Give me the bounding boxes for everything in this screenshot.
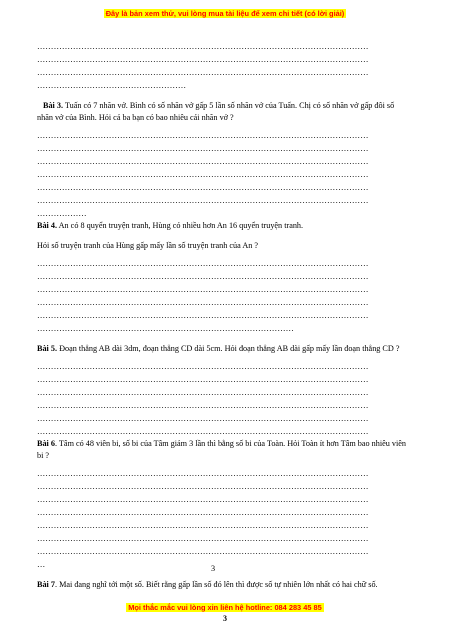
answer-line: ………………………………………………………………………………… [37,324,294,333]
exercise-4-question: Hỏi số truyện tranh của Hùng gấp mấy lần số truyện tranh của An ? [37,241,259,250]
answer-line: ………………………………………………………………………………………………………… [37,401,369,410]
answer-line: ………………………………………………………………………………………………………… [37,469,369,478]
exercise-3-label: Bài 3. [43,101,64,110]
answer-line: ………………………………………………………………………………………………………… [37,259,369,268]
answer-line: ………………………………………………………………………………………………………… [37,68,369,77]
preview-banner [0,3,450,21]
answer-line: ………………………………………………………………………………………………………… [37,427,369,436]
exercise-5-label: Bài 5. [37,344,58,353]
answer-line: ………………………………………………………………………………………………………… [37,482,369,491]
answer-line: ………………………………………………………………………………………………………… [37,196,369,205]
preview-banner-text: Đây là bản xem thử, vui lòng mua tài liệu để xem chi tiết (có lời giải) [105,9,345,18]
exercise-4 [37,220,410,232]
answer-line: ………………………………………………………………………………………………………… [37,298,369,307]
answer-line: ………………………………………………………………………………………………………… [37,534,369,543]
answer-line: ………………………………………………………………………………………………………… [37,42,369,51]
answer-line: ………………………………………………………………………………………………………… [37,272,369,281]
exercise-6-text: . Tâm có 48 viên bi, số bi của Tâm giảm 3 lần thì bằng số bi của Toàn. Hỏi Toàn ít hơn Tâm bao nhiêu viên bi ? [37,439,406,460]
exercise-6-label: Bài 6 [37,439,55,448]
exercise-5-text: Đoạn thẳng AB dài 3dm, đoạn thẳng CD dài 5cm. Hỏi đoạn thẳng AB dài gấp mấy lần đoạn thẳng CD ? [57,344,400,353]
answer-line: ………………………………………………………………………………………………………… [37,362,369,371]
answer-line: ………………………………………………………………………………………………………… [37,521,369,530]
answer-line: ………………………………………………………………………………………………………… [37,55,369,64]
page-number: 3 [223,614,227,623]
worksheet-body [37,40,410,591]
answer-line: ……………… [37,209,87,218]
answer-line: … [37,560,46,569]
answer-line: ………………………………………………………………………………………………………… [37,508,369,517]
exercise-3-text: Tuấn có 7 nhãn vở. Bình có số nhãn vở gấp 5 lần số nhãn vở của Tuấn. Chị có số nhãn vở gấp đôi số nhãn vở của Bình. Hỏi cả ba bạn có bao nhiêu cái nhãn vở ? [37,101,395,122]
answer-line: ………………………………………………………………………………………………………… [37,311,369,320]
exercise-3 [37,100,410,124]
exercise-6 [37,438,410,462]
answer-line: ………………………………………………………………………………………………………… [37,131,369,140]
answer-line: ………………………………………………………………………………………………………… [37,170,369,179]
answer-line: ………………………………………………………………………………………………………… [37,414,369,423]
answer-line: ………………………………………………………………………………………………………… [37,375,369,384]
exercise-7 [37,579,410,591]
answer-line: ………………………………………………………………………………………………………… [37,285,369,294]
answer-line: ………………………………………………………………………………………………………… [37,157,369,166]
exercise-4-text: An có 8 quyển truyện tranh, Hùng có nhiều hơn An 16 quyển truyện tranh. [57,221,304,230]
answer-line: ………………………………………………………………………………………………………… [37,495,369,504]
answer-line: ………………………………………………………………………………………………………… [37,144,369,153]
answer-line: ………………………………………………………………………………………………………… [37,547,369,556]
answer-line: ………………………………………………………………………………………………………… [37,388,369,397]
exercise-7-multiplier: 3 [211,564,216,573]
hotline-banner-text: Mọi thắc mắc vui lòng xin liên hệ hotline: 084 283 45 85 [128,603,322,612]
exercise-5 [37,343,410,355]
exercise-4-label: Bài 4. [37,221,58,230]
answer-line: ……………………………………………… [37,81,187,90]
exercise-7-text: . Mai đang nghĩ tới một số. Biết rằng gấp lần số đó lên thì được số tự nhiên lớn nhất có hai chữ số. [54,580,378,589]
answer-line: ………………………………………………………………………………………………………… [37,183,369,192]
hotline-banner [0,597,450,615]
exercise-7-label: Bài 7 [37,580,55,589]
